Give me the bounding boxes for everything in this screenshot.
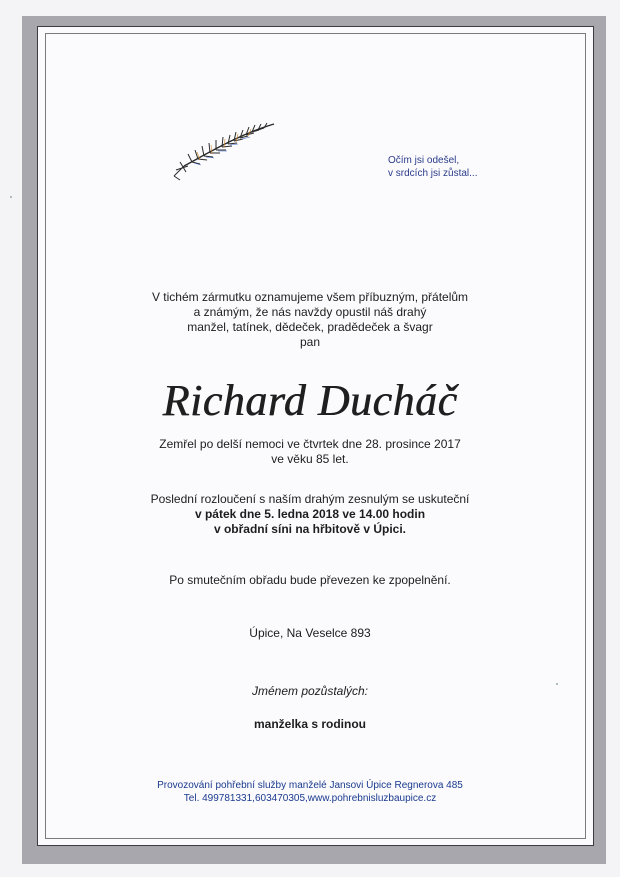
death-line: Zemřel po delší nemoci ve čtvrtek dne 28. prosince 2017: [159, 437, 461, 451]
announcement-line: a známým, že nás navždy opustil náš drahý: [193, 305, 427, 319]
deceased-name: Richard Ducháč: [162, 376, 458, 425]
death-line: ve věku 85 let.: [271, 452, 349, 466]
announcement-line: manžel, tatínek, dědeček, pradědeček a švagr: [187, 320, 433, 334]
announcement-line: pan: [299, 335, 321, 349]
farewell-place: v obřadní síni na hřbitově v Úpici.: [213, 522, 407, 536]
family-signature: manželka s rodinou: [253, 717, 367, 731]
footer-line: Tel. 499781331,603470305,www.pohrebnisluzbaupice.cz: [183, 793, 437, 804]
death-details: [0, 437, 620, 467]
address: Úpice, Na Veselce 893: [249, 626, 371, 640]
motto-line: v srdcích jsi zůstal...: [388, 168, 478, 179]
cremation-note: Po smutečním obřadu bude převezen ke zpopelnění.: [169, 573, 451, 587]
farewell-date: v pátek dne 5. ledna 2018 ve 14.00 hodin: [194, 507, 426, 521]
announcement-line: V tichém zármutku oznamujeme všem příbuzným, přátelům: [151, 290, 469, 304]
farewell-details: [0, 492, 620, 537]
announcement-text: [0, 290, 620, 350]
funeral-service-footer: [0, 779, 620, 805]
motto-line: Očím jsi odešel,: [388, 155, 460, 166]
speck: [10, 196, 12, 198]
motto-verse: [388, 154, 477, 180]
farewell-intro: Poslední rozloučení s naším drahým zesnulým se uskuteční: [150, 492, 470, 506]
on-behalf-label: Jménem pozůstalých:: [251, 684, 369, 698]
feather-icon: [170, 118, 278, 184]
footer-line: Provozování pohřební služby manželé Jansovi Úpice Regnerova 485: [157, 780, 463, 791]
speck: [556, 683, 558, 685]
